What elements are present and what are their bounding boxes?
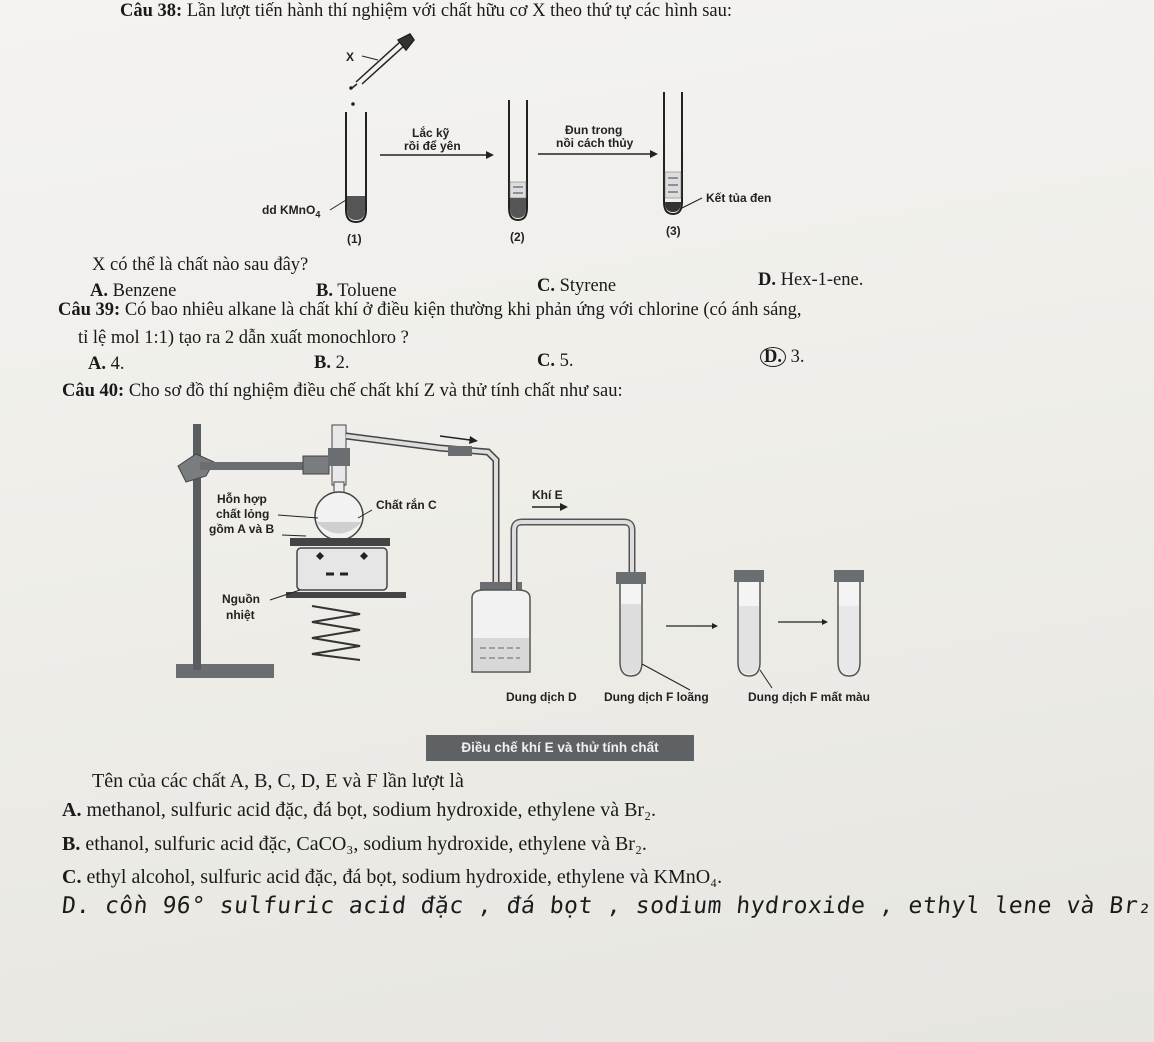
circled-answer-mark: D. [760, 347, 786, 367]
label-tube2: (2) [510, 230, 525, 244]
q40-option-c[interactable]: C. ethyl alcohol, sulfuric acid đặc, đá bọt, sodium hydroxide, ethylene và KMnO₄. [62, 866, 723, 888]
label-step1: Lắc kỹ [412, 126, 450, 140]
q40-text: Cho sơ đồ thí nghiệm điều chế chất khí Z và thử tính chất như sau: [124, 381, 623, 401]
q39-text: Có bao nhiêu alkane là chất khí ở điều kiện thường khi phản ứng với chlorine (có ánh sáng, [120, 300, 802, 320]
q39-option-d[interactable]: D. 3. [760, 346, 805, 368]
q38-label: Câu 38: [120, 1, 183, 21]
label-mix2: chất lỏng [216, 507, 270, 521]
hot-plate [286, 538, 406, 598]
q39-text2: tỉ lệ mol 1:1) tạo ra 2 dẫn xuất monochloro ? [78, 328, 409, 348]
round-flask [315, 482, 363, 540]
stand-base [176, 664, 274, 678]
q38-option-c[interactable]: C. Styrene [537, 276, 617, 296]
q39-option-a[interactable]: A. 4. [88, 354, 125, 374]
test-tube-f-dilute [616, 572, 646, 676]
figure-caption: Điều chế khí E và thử tính chất [426, 735, 694, 761]
heat-source [312, 606, 360, 660]
q40-option-a[interactable]: A. methanol, sulfuric acid đặc, đá bọt, sodium hydroxide, ethylene và Br₂. [62, 799, 657, 821]
test-tube-f-decolorized [834, 570, 864, 676]
label-solid-c: Chất rắn C [376, 498, 437, 512]
label-step2b: nồi cách thủy [556, 136, 634, 150]
label-heat2: nhiệt [226, 608, 255, 622]
q39-option-c[interactable]: C. 5. [537, 351, 574, 371]
label-mix1: Hỗn hợp [217, 492, 267, 506]
q38-option-d[interactable]: D. Hex-1-ene. [758, 270, 864, 290]
label-heat1: Nguồn [222, 592, 260, 606]
q38-option-b[interactable]: B. Toluene [316, 281, 397, 301]
label-precipitate: Kết tủa đen [706, 191, 772, 205]
label-sol-f: Dung dịch F loãng [604, 690, 709, 704]
handwritten-answer: D. cồn 96° sulfuric acid đặc , đá bọt , sodium hydroxide , ethyl lene và Br₂ [60, 893, 1154, 919]
label-tube3: (3) [666, 224, 681, 238]
q38-question: X có thể là chất nào sau đây? [92, 255, 309, 275]
q38-text: Lần lượt tiến hành thí nghiệm với chất hữu cơ X theo thứ tự các hình sau: [182, 1, 733, 21]
label-x: X [346, 50, 355, 64]
label-sol-d: Dung dịch D [506, 690, 577, 704]
label-step2: Đun trong [565, 123, 623, 137]
label-gas-e: Khí E [532, 488, 563, 502]
label-sol-f2: Dung dịch F mất màu [748, 690, 871, 704]
label-mix3: gồm A và B [209, 522, 275, 536]
q40-question: Tên của các chất A, B, C, D, E và F lần lượt là [92, 770, 464, 792]
q38-option-a[interactable]: A. Benzene [90, 281, 177, 301]
q39-option-b[interactable]: B. 2. [314, 353, 350, 373]
q39-label: Câu 39: [58, 300, 121, 320]
bottle-d [472, 582, 530, 672]
q40-label: Câu 40: [62, 381, 125, 401]
clamp-icon [178, 454, 329, 482]
label-reagent: dd KMnO$_4$ [262, 203, 321, 220]
test-tube-f-middle [734, 570, 764, 676]
q40-option-b[interactable]: B. ethanol, sulfuric acid đặc, CaCO₃, sodium hydroxide, ethylene và Br₂. [62, 833, 647, 855]
label-step1b: rồi để yên [404, 139, 461, 153]
label-tube1: (1) [347, 232, 362, 246]
